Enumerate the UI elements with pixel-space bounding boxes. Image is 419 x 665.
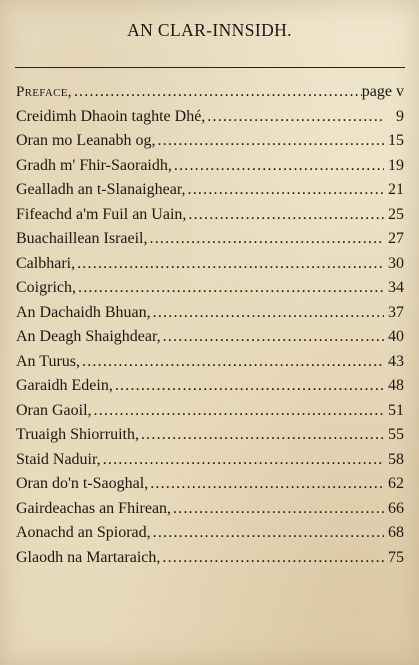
dot-leader	[172, 154, 384, 179]
dot-leader	[156, 129, 384, 154]
dot-leader	[80, 350, 384, 375]
toc-entry-preface	[16, 80, 404, 105]
toc-entry-title: Oran Gaoil,	[16, 401, 92, 419]
toc-entry-title: Gealladh an t-Slanaighear,	[16, 181, 186, 198]
toc-entry-title: Creidimh Dhaoin taghte Dhé,	[16, 107, 206, 125]
dot-leader	[171, 497, 384, 522]
toc-entry-page: 51	[388, 401, 404, 419]
toc-entry	[16, 521, 404, 546]
toc-entry-page: 43	[388, 352, 404, 370]
page-title: AN CLAR-INNSIDH.	[127, 20, 292, 40]
toc-entry	[16, 472, 404, 497]
dot-leader	[160, 546, 384, 571]
toc-entry-title: An Deagh Shaighdear,	[16, 328, 161, 345]
toc-entry-page: 75	[388, 548, 404, 566]
toc-entry-page: 21	[388, 181, 404, 198]
toc-entry-page: 68	[388, 524, 404, 541]
dot-leader	[72, 80, 362, 105]
toc-entry-title: Glaodh na Martaraich,	[16, 548, 161, 566]
toc-entry-page: 27	[388, 230, 404, 247]
toc-entry	[16, 154, 404, 179]
toc-entry-title: Calbhari,	[16, 254, 76, 272]
dot-leader	[205, 105, 384, 130]
dot-leader	[148, 227, 385, 252]
toc-entry	[16, 105, 404, 130]
toc-entry	[16, 325, 404, 350]
toc-entry	[16, 546, 404, 571]
toc-entry	[16, 203, 404, 228]
toc-entry	[16, 276, 404, 301]
toc-entry	[16, 178, 404, 203]
dot-leader	[148, 472, 384, 497]
toc-entry-title: Buachaillean Israeil,	[16, 230, 148, 247]
toc-entry-page: 19	[388, 156, 404, 174]
toc-entry-title: Oran do'n t-Saoghal,	[16, 475, 149, 492]
toc-entry	[16, 252, 404, 277]
dot-leader	[186, 178, 384, 203]
toc-entry-page: 58	[388, 450, 404, 468]
dot-leader	[75, 252, 384, 277]
dot-leader	[76, 276, 384, 301]
toc-entry-title: Fifeachd a'm Fuil an Uain,	[16, 205, 187, 223]
toc-entry	[16, 399, 404, 424]
toc-entry-title: An Dachaidh Bhuan,	[16, 303, 151, 321]
toc-entry	[16, 129, 404, 154]
toc-entry	[16, 227, 404, 252]
table-of-contents	[16, 80, 404, 570]
dot-leader	[151, 521, 384, 546]
toc-entry-title: Aonachd an Spiorad,	[16, 524, 151, 541]
toc-entry-title: Staid Naduir,	[16, 450, 101, 468]
toc-entry-title: An Turus,	[16, 352, 81, 370]
toc-entry	[16, 301, 404, 326]
toc-entry-title: Truaigh Shiorruith,	[16, 426, 139, 443]
toc-entry-page: 55	[388, 426, 404, 443]
dot-leader	[139, 423, 384, 448]
toc-entry	[16, 374, 404, 399]
toc-entry-page: 62	[388, 475, 404, 492]
toc-entry	[16, 350, 404, 375]
toc-entry-title: Coigrich,	[16, 279, 76, 296]
dot-leader	[186, 203, 384, 228]
toc-entry-page: 25	[388, 205, 404, 223]
toc-entry	[16, 497, 404, 522]
toc-entry-page: 40	[388, 328, 404, 345]
toc-entry	[16, 448, 404, 473]
dot-leader	[92, 399, 384, 424]
toc-entry-page: page v	[361, 83, 404, 100]
dot-leader	[161, 325, 384, 350]
toc-entry-page: 30	[388, 254, 404, 272]
toc-entry	[16, 423, 404, 448]
title-rule	[15, 67, 405, 68]
dot-leader	[113, 374, 384, 399]
toc-entry-page: 34	[388, 279, 404, 296]
toc-entry-page: 9	[396, 107, 404, 125]
toc-entry-title: Gairdeachas an Fhirean,	[16, 499, 172, 517]
toc-entry-title: Gradh m' Fhir-Saoraidh,	[16, 156, 172, 174]
toc-entry-page: 37	[388, 303, 404, 321]
toc-entry-title: Oran mo Leanabh og,	[16, 132, 156, 149]
dot-leader	[151, 301, 384, 326]
toc-entry-page: 15	[388, 132, 404, 149]
toc-entry-page: 48	[388, 377, 404, 394]
toc-entry-title: Preface,	[16, 84, 72, 100]
toc-entry-title: Garaidh Edein,	[16, 377, 113, 394]
toc-entry-page: 66	[388, 499, 404, 517]
dot-leader	[101, 448, 384, 473]
